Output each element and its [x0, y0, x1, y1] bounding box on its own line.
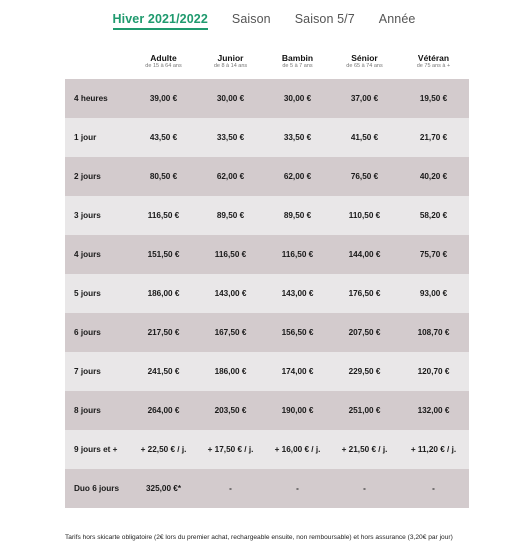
table-row: [65, 157, 469, 196]
price-cell: 93,00 €: [419, 289, 448, 298]
price-cell: 190,00 €: [281, 406, 314, 415]
price-cell: 62,00 €: [216, 172, 245, 181]
price-cell: -: [432, 484, 435, 493]
price-cell: -: [229, 484, 232, 493]
column-name: Vétéran: [417, 53, 450, 63]
price-cell: 30,00 €: [216, 94, 245, 103]
season-tabs: [0, 12, 528, 30]
price-cell: 325,00 €*: [145, 484, 182, 493]
price-cell: 58,20 €: [419, 211, 448, 220]
table-row: [65, 469, 469, 508]
row-label: 8 jours: [74, 406, 101, 415]
column-age-range: de 65 à 74 ans: [346, 62, 383, 69]
column-age-range: de 15 à 64 ans: [145, 62, 182, 69]
price-cell: + 21,50 € / j.: [341, 445, 388, 454]
table-row: [65, 235, 469, 274]
price-cell: 21,70 €: [419, 133, 448, 142]
price-cell: 264,00 €: [147, 406, 180, 415]
price-cell: 75,70 €: [419, 250, 448, 259]
price-cell: + 17,50 € / j.: [207, 445, 254, 454]
column-age-range: de 5 à 7 ans: [282, 62, 313, 69]
price-cell: 39,00 €: [149, 94, 178, 103]
column-name: Bambin: [281, 53, 314, 63]
column-header-bambin: [264, 54, 331, 70]
column-name: Adulte: [150, 53, 177, 63]
row-label: 9 jours et +: [74, 445, 118, 454]
price-cell: 143,00 €: [214, 289, 247, 298]
price-cell: 62,00 €: [283, 172, 312, 181]
price-table: [65, 54, 469, 508]
tab-saison-5-7[interactable]: Saison 5/7: [294, 12, 355, 26]
column-age-range: de 75 ans à +: [416, 62, 451, 69]
price-cell: 144,00 €: [348, 250, 381, 259]
pricing-footnote: Tarifs hors skicarte obligatoire (2€ lors du premier achat, rechargeable ensuite, non remboursable) et hors assurance (3,20€ par jour): [65, 534, 453, 541]
price-cell: 43,50 €: [149, 133, 178, 142]
price-cell: 186,00 €: [147, 289, 180, 298]
table-body: [65, 79, 469, 508]
price-cell: 40,20 €: [419, 172, 448, 181]
column-header-adulte: [130, 54, 197, 70]
column-name: Sénior: [351, 53, 378, 63]
table-row: [65, 196, 469, 235]
column-header-senior: [331, 54, 398, 70]
table-row: [65, 313, 469, 352]
price-cell: 41,50 €: [350, 133, 379, 142]
row-label: 4 jours: [74, 250, 101, 259]
table-row: [65, 352, 469, 391]
table-row: [65, 274, 469, 313]
row-label: 3 jours: [74, 211, 101, 220]
table-row: [65, 118, 469, 157]
price-cell: + 22,50 € / j.: [140, 445, 187, 454]
price-cell: 229,50 €: [348, 367, 381, 376]
price-cell: 116,50 €: [214, 250, 247, 259]
price-cell: 132,00 €: [417, 406, 450, 415]
row-label: 5 jours: [74, 289, 101, 298]
price-cell: + 16,00 € / j.: [274, 445, 321, 454]
price-cell: 186,00 €: [214, 367, 247, 376]
row-label: Duo 6 jours: [74, 484, 120, 493]
price-cell: 203,50 €: [214, 406, 247, 415]
column-age-range: de 8 à 14 ans: [213, 62, 248, 69]
price-cell: 156,50 €: [281, 328, 314, 337]
price-cell: 241,50 €: [147, 367, 180, 376]
price-cell: 80,50 €: [149, 172, 178, 181]
price-cell: 89,50 €: [283, 211, 312, 220]
row-label: 4 heures: [74, 94, 108, 103]
price-cell: 207,50 €: [348, 328, 381, 337]
price-cell: 116,50 €: [147, 211, 180, 220]
column-name: Junior: [217, 53, 244, 63]
price-cell: 19,50 €: [419, 94, 448, 103]
table-header: [65, 54, 469, 79]
row-label: 6 jours: [74, 328, 101, 337]
price-cell: 33,50 €: [216, 133, 245, 142]
price-cell: 143,00 €: [281, 289, 314, 298]
price-cell: + 11,20 € / j.: [410, 445, 457, 454]
row-label: 2 jours: [74, 172, 101, 181]
price-cell: 110,50 €: [348, 211, 381, 220]
tab-annee[interactable]: Année: [378, 12, 416, 26]
price-cell: 108,70 €: [417, 328, 450, 337]
row-label: 1 jour: [74, 133, 97, 142]
price-cell: 176,50 €: [348, 289, 381, 298]
tab-saison[interactable]: Saison: [231, 12, 271, 26]
price-cell: 33,50 €: [283, 133, 312, 142]
price-cell: 89,50 €: [216, 211, 245, 220]
price-cell: 120,70 €: [417, 367, 450, 376]
tab-hiver-2021-2022[interactable]: Hiver 2021/2022: [113, 12, 208, 30]
price-cell: -: [363, 484, 366, 493]
price-cell: 37,00 €: [350, 94, 379, 103]
table-row: [65, 391, 469, 430]
price-cell: 76,50 €: [350, 172, 379, 181]
column-header-veteran: [398, 54, 469, 70]
table-row: [65, 430, 469, 469]
price-cell: 251,00 €: [348, 406, 381, 415]
price-cell: 174,00 €: [281, 367, 314, 376]
column-header-junior: [197, 54, 264, 70]
row-label: 7 jours: [74, 367, 101, 376]
price-cell: 151,50 €: [147, 250, 180, 259]
price-cell: -: [296, 484, 299, 493]
price-cell: 116,50 €: [281, 250, 314, 259]
price-cell: 167,50 €: [214, 328, 247, 337]
price-cell: 30,00 €: [283, 94, 312, 103]
price-cell: 217,50 €: [147, 328, 180, 337]
table-row: [65, 79, 469, 118]
